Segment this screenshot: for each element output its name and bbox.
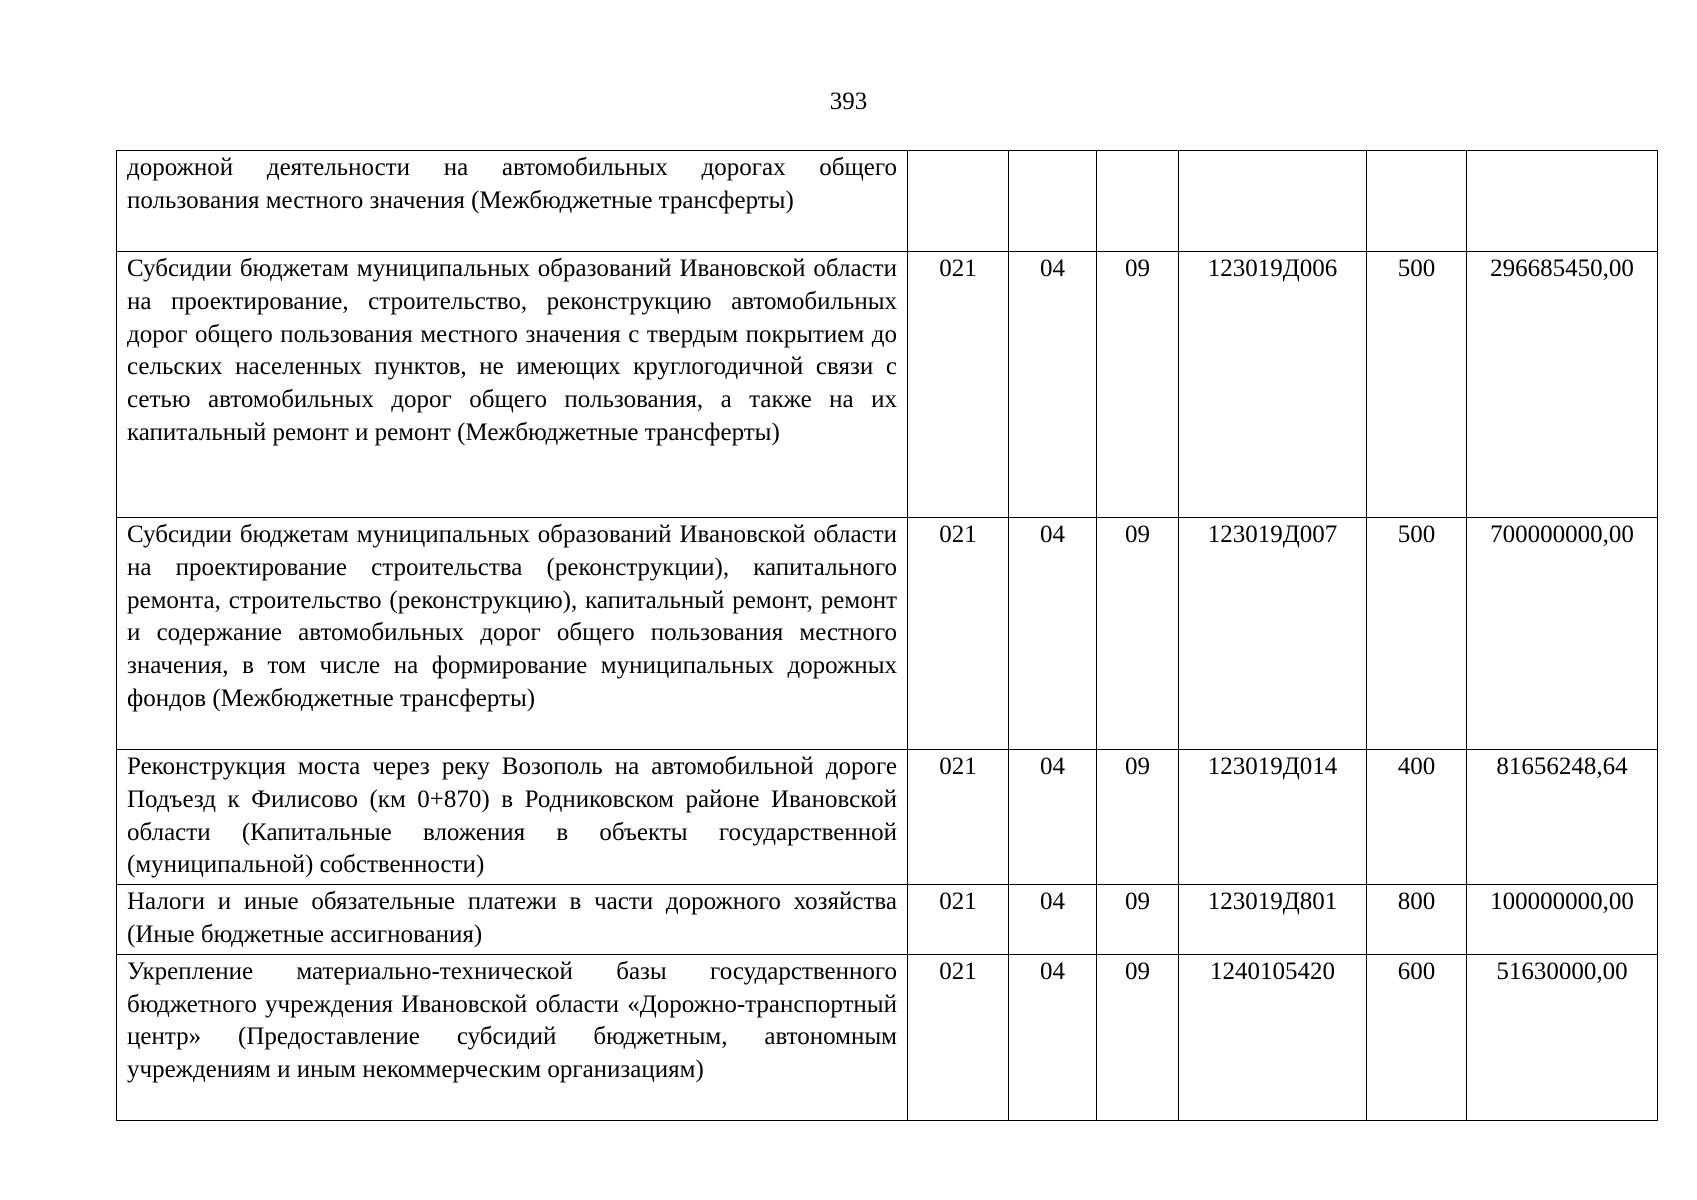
expense-type-code: 600 [1367, 954, 1467, 1120]
expense-type-code [1367, 151, 1467, 252]
subsection-code: 09 [1097, 954, 1179, 1120]
subsection-code: 09 [1097, 518, 1179, 750]
page-number: 393 [829, 88, 868, 115]
section-code: 04 [1009, 252, 1097, 518]
target-code: 123019Д006 [1179, 252, 1367, 518]
ministry-code: 021 [908, 954, 1009, 1120]
target-code: 123019Д014 [1179, 750, 1367, 885]
amount: 51630000,00 [1467, 954, 1658, 1120]
amount: 700000000,00 [1467, 518, 1658, 750]
amount: 296685450,00 [1467, 252, 1658, 518]
row-description: Субсидии бюджетам муниципальных образований Ивановской области на проектирование строительства (реконструкции), капитального ремонта, строительство (реконструкцию), капитальный ремонт, ремонт и содержание автомобильных дорог общего пользования местного значения, в том числе на формирование муниципальных дорожных фондов (Межбюджетные трансферты) [117, 518, 908, 750]
ministry-code: 021 [908, 885, 1009, 955]
row-description: Реконструкция моста через реку Возополь на автомобильной дороге Подъезд к Филисово (км 0+870) в Родниковском районе Ивановской области (Капитальные вложения в объекты государственной (муниципальной) собственности) [117, 750, 908, 885]
table-row [117, 750, 1658, 885]
row-description: дорожной деятельности на автомобильных дорогах общего пользования местного значения (Межбюджетные трансферты) [117, 151, 908, 252]
section-code [1009, 151, 1097, 252]
table-row [117, 954, 1658, 1120]
ministry-code: 021 [908, 750, 1009, 885]
expense-type-code: 500 [1367, 252, 1467, 518]
ministry-code: 021 [908, 252, 1009, 518]
target-code: 1240105420 [1179, 954, 1367, 1120]
subsection-code: 09 [1097, 750, 1179, 885]
section-code: 04 [1009, 518, 1097, 750]
row-description: Укрепление материально-технической базы государственного бюджетного учреждения Ивановской области «Дорожно-транспортный центр» (Предоставление субсидий бюджетным, автономным учреждениям и иным некоммерческим организациям) [117, 954, 908, 1120]
row-description: Субсидии бюджетам муниципальных образований Ивановской области на проектирование, строительство, реконструкцию автомобильных дорог общего пользования местного значения с твердым покрытием до сельских населенных пунктов, не имеющих круглогодичной связи с сетью автомобильных дорог общего пользования, а также на их капитальный ремонт и ремонт (Межбюджетные трансферты) [117, 252, 908, 518]
target-code: 123019Д801 [1179, 885, 1367, 955]
expense-type-code: 800 [1367, 885, 1467, 955]
target-code: 123019Д007 [1179, 518, 1367, 750]
amount: 81656248,64 [1467, 750, 1658, 885]
row-description: Налоги и иные обязательные платежи в части дорожного хозяйства (Иные бюджетные ассигнования) [117, 885, 908, 955]
subsection-code: 09 [1097, 252, 1179, 518]
section-code: 04 [1009, 750, 1097, 885]
expense-type-code: 500 [1367, 518, 1467, 750]
ministry-code: 021 [908, 518, 1009, 750]
section-code: 04 [1009, 885, 1097, 955]
ministry-code [908, 151, 1009, 252]
expense-type-code: 400 [1367, 750, 1467, 885]
table-row [117, 885, 1658, 955]
subsection-code: 09 [1097, 885, 1179, 955]
section-code: 04 [1009, 954, 1097, 1120]
amount: 100000000,00 [1467, 885, 1658, 955]
budget-table [116, 150, 1658, 1121]
amount [1467, 151, 1658, 252]
target-code [1179, 151, 1367, 252]
table-row [117, 252, 1658, 518]
table-row [117, 151, 1658, 252]
table-row [117, 518, 1658, 750]
subsection-code [1097, 151, 1179, 252]
